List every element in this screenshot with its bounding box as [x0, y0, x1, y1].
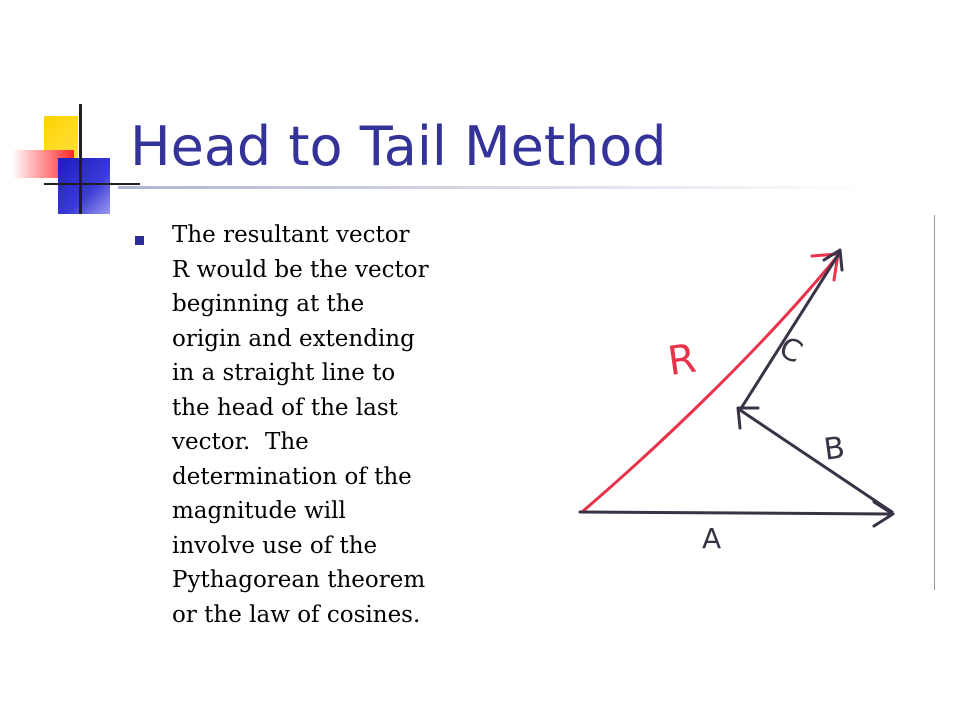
diagram-border-line — [934, 215, 935, 590]
bullet-line: determination of the — [172, 463, 412, 490]
bullet-line: R would be the vector — [172, 256, 429, 283]
label-r: R — [664, 335, 699, 386]
label-b: B — [821, 430, 848, 468]
bullet-line: magnitude will — [172, 498, 346, 524]
vector-b-line — [740, 410, 892, 512]
bullet-line: or the law of cosines. — [172, 601, 421, 628]
logo-horizontal-line — [44, 183, 140, 185]
title-underline — [118, 186, 870, 189]
vector-diagram — [570, 215, 940, 595]
bullet-square-icon — [135, 236, 144, 245]
title-logo-decoration — [0, 0, 140, 230]
bullet-line: vector. The — [172, 429, 309, 455]
bullet-text — [172, 218, 517, 632]
bullet-line: Pythagorean theorem — [172, 567, 426, 593]
bullet-line: involve use of the — [172, 532, 378, 559]
logo-blue-square — [58, 158, 110, 214]
bullet-line: The resultant vector — [172, 222, 410, 248]
bullet-line: beginning at the — [172, 291, 365, 317]
logo-vertical-line — [79, 104, 82, 214]
vector-a-line — [580, 512, 892, 514]
slide-title: Head to Tail Method — [130, 115, 667, 178]
label-c: C — [773, 330, 808, 371]
bullet-line: in a straight line to — [172, 360, 396, 386]
bullet-line: origin and extending — [172, 325, 415, 352]
bullet-line: the head of the last — [172, 394, 398, 421]
label-a: A — [702, 522, 722, 555]
vector-r-line — [582, 258, 836, 512]
